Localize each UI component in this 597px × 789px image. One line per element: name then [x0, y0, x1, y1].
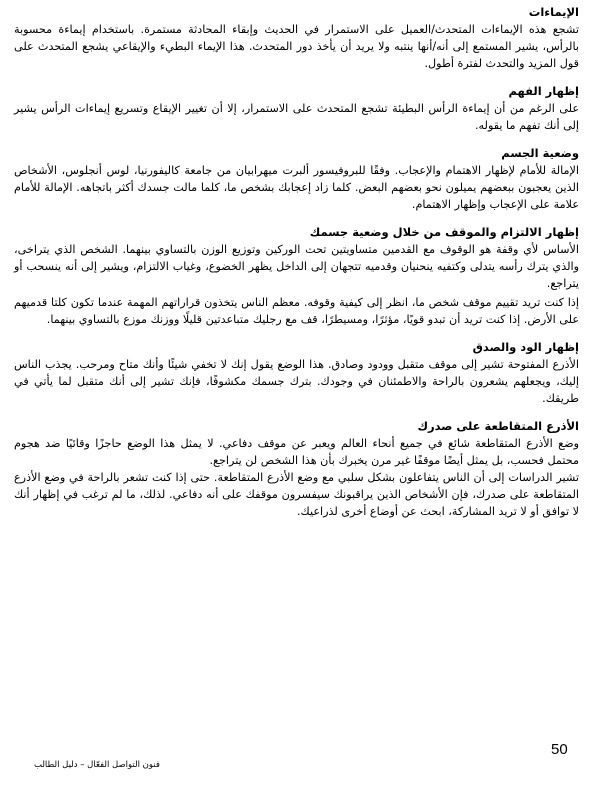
section-warmth-sincerity	[14, 339, 579, 407]
section-heading: إظهار الفهم	[508, 84, 579, 98]
paragraph: تشير الدراسات إلى أن الناس يتفاعلون بشكل سلبي مع وضع الأذرع المتقاطعة. حتى إذا كنت تشعر بالراحة في وضع الأذرع المتقاطعة على صدرك، فإن الأشخاص الذين يراقبونك سيفسرون موقفك على أنه دفاعي. لذلك، ما لم ترغب في إظهار أنك لا توافق أو لا تريد المشاركة، ابحث عن أوضاع أخرى لذراعيك.	[14, 471, 579, 518]
page-number: 50	[551, 741, 568, 758]
section-commitment-stance	[14, 224, 579, 328]
section-heading: وضعية الجسم	[501, 146, 579, 160]
paragraph: الأساس لأي وقفة هو الوقوف مع القدمين متساويتين تحت الوركين وتوزيع الوزن بالتساوي بينهما. الشخص الذي يتراخى، والذي يترك رأسه يتدلى وكتفيه ينحنيان وقدميه تتجهان إلى الداخل يظهر الخضوع، وغياب الالتزام، ويشير إلى أنه ينسحب أو يتراجع.	[14, 243, 579, 290]
document-body	[14, 4, 579, 531]
paragraph: الإمالة للأمام لإظهار الاهتمام والإعجاب. وفقًا للبروفيسور ألبرت ميهرابيان من جامعة كاليفورنيا، لوس أنجلوس، الأشخاص الذين يعجبون ببعضهم يميلون نحو بعضهم البعض. كلما زاد إعجابك بشخص ما، كلما مالت جسدك أكثر باتجاهه. الإمالة للأمام علامة على الإعجاب وإظهار الاهتمام.	[14, 164, 579, 211]
footer-title: فنون التواصل الفعّال – دليل الطالب	[34, 760, 160, 770]
paragraph: الأذرع المفتوحة تشير إلى موقف متقبل وودود وصادق. هذا الوضع يقول إنك لا تخفي شيئًا وأنك متاح ومرحب. يجذب الناس إليك، ويجعلهم يشعرون بالراحة والاطمئنان في وجودك. بترك جسمك مكشوفًا، فإنك تشير إلى أنك متقبل لما يأتي في طريقك.	[14, 358, 579, 405]
section-heading: الأذرع المتقاطعة على صدرك	[417, 419, 579, 433]
paragraph: على الرغم من أن إيماءة الرأس البطيئة تشجع المتحدث على الاستمرار، إلا أن تغيير الإيقاع وتسريع إيماءات الرأس يشير إلى أنك تفهم ما يقوله.	[14, 102, 579, 132]
paragraph: وضع الأذرع المتقاطعة شائع في جميع أنحاء العالم ويعبر عن موقف دفاعي. لا يمثل هذا الوضع حاجزًا وقائيًا ضد هجوم محتمل فحسب، بل يمثل أيضًا موقفًا غير مرن يخبرك بأن هذا الشخص لن يتراجع.	[14, 437, 579, 467]
section-gestures	[14, 4, 579, 72]
section-crossed-arms	[14, 418, 579, 520]
section-heading: إظهار الالتزام والموقف من خلال وضعية جسمك	[309, 225, 579, 239]
section-show-understanding	[14, 83, 579, 134]
section-body-posture	[14, 145, 579, 213]
section-heading: الإيماءات	[528, 5, 579, 19]
paragraph: إذا كنت تريد تقييم موقف شخص ما، انظر إلى كيفية وقوفه. معظم الناس يتخذون قراراتهم المهمة عندما تكون كلتا قدميهم على الأرض. إذا كنت تريد أن تبدو قويًا، مؤثرًا، ومسيطرًا، قف مع رجليك متباعدتين قليلًا ووزنك موزع بالتساوي بينهما.	[14, 296, 579, 326]
section-heading: إظهار الود والصدق	[472, 340, 579, 354]
paragraph: تشجع هذه الإيماءات المتحدث/العميل على الاستمرار في الحديث وإبقاء المحادثة مستمرة. باستخدام إيماءة محسوبة بالرأس، يشير المستمع إلى أنه/أنها ينتبه ولا يريد أن يأخذ دور المتحدث. هذا الإيماء البطيء والإيقاعي يشجع المتحدث على قول المزيد والتحدث لفترة أطول.	[14, 23, 579, 70]
